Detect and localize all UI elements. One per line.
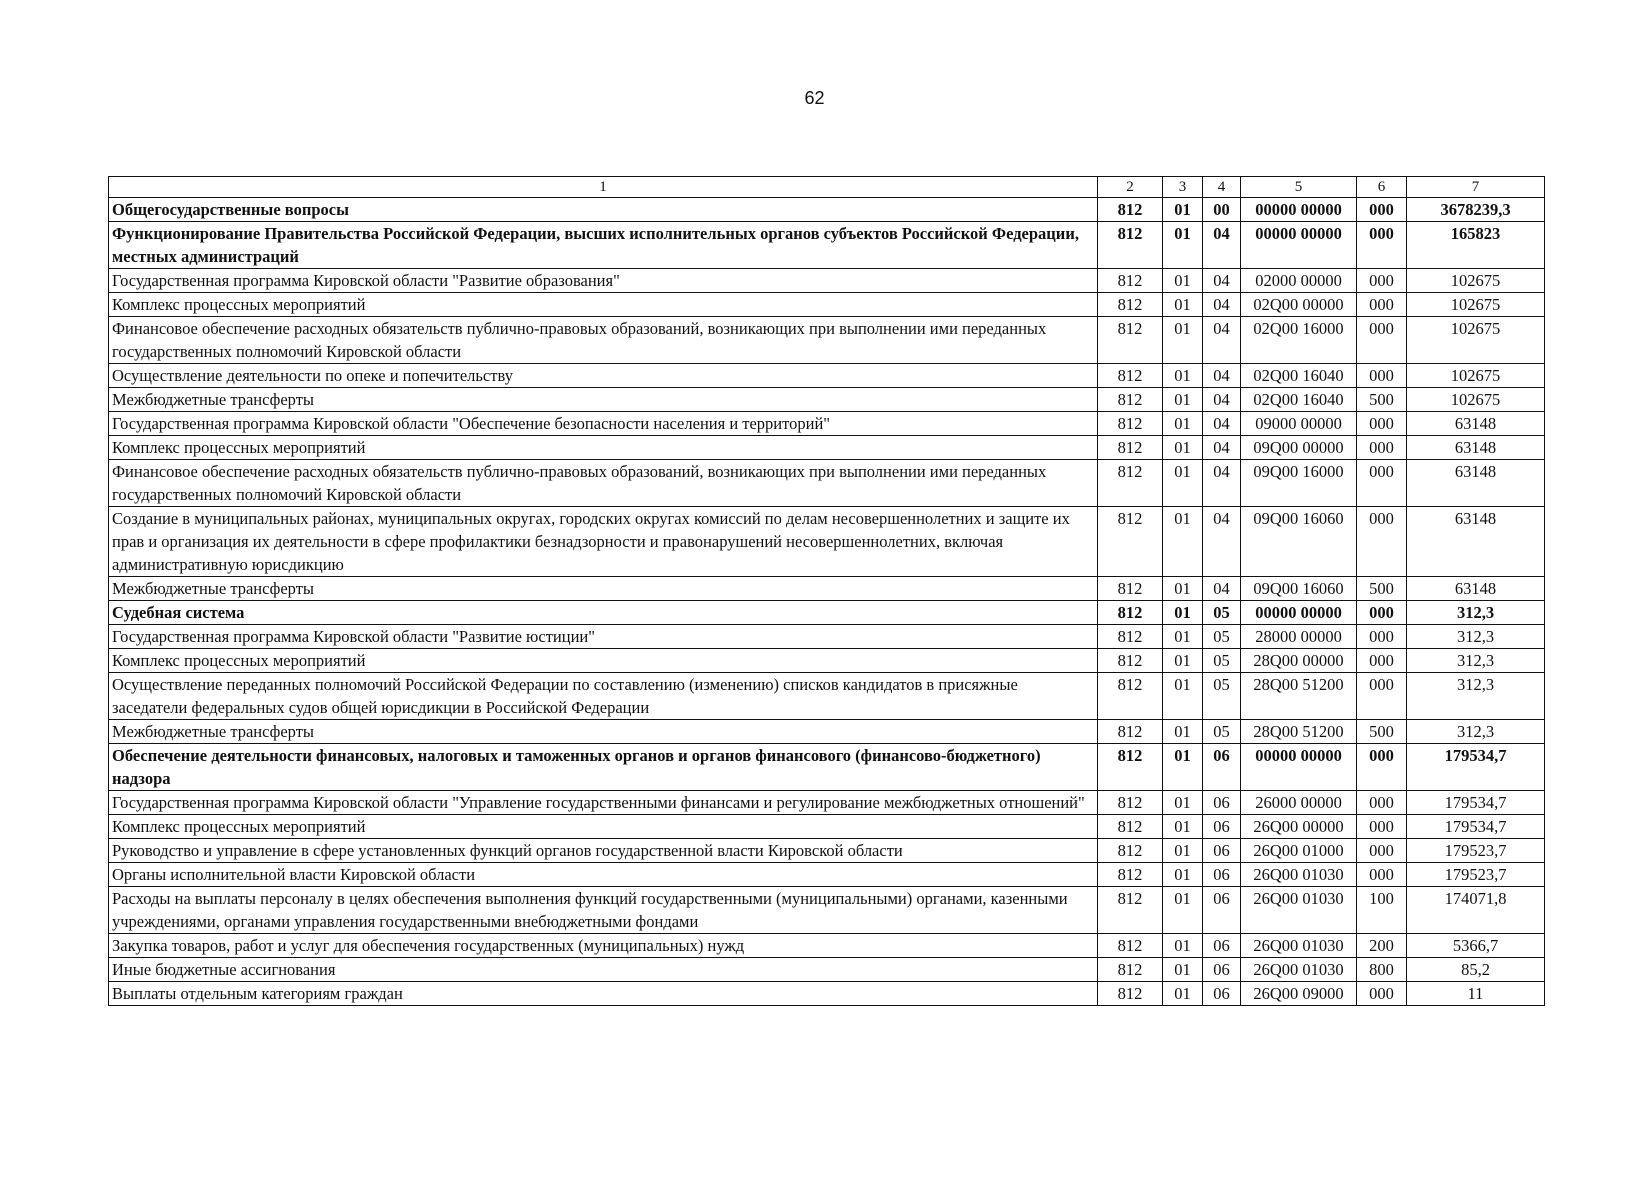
cell-target-article: 02Q00 16040 bbox=[1241, 388, 1357, 412]
cell-target-article: 02Q00 16040 bbox=[1241, 364, 1357, 388]
cell-target-article: 26Q00 01030 bbox=[1241, 934, 1357, 958]
cell-ministry: 812 bbox=[1098, 673, 1163, 720]
cell-name: Закупка товаров, работ и услуг для обеспечения государственных (муниципальных) нужд bbox=[109, 934, 1098, 958]
cell-target-article: 28Q00 51200 bbox=[1241, 720, 1357, 744]
cell-target-article: 02000 00000 bbox=[1241, 269, 1357, 293]
cell-name: Финансовое обеспечение расходных обязательств публично-правовых образований, возникающих при выполнении ими переданных государственных полномочий Кировской области bbox=[109, 460, 1098, 507]
cell-subsection: 04 bbox=[1203, 293, 1241, 317]
cell-name: Комплекс процессных мероприятий bbox=[109, 293, 1098, 317]
cell-section: 01 bbox=[1163, 317, 1203, 364]
cell-expense-type: 200 bbox=[1357, 934, 1407, 958]
column-header-target-article: 5 bbox=[1241, 177, 1357, 198]
cell-subsection: 06 bbox=[1203, 744, 1241, 791]
cell-ministry: 812 bbox=[1098, 388, 1163, 412]
cell-amount: 312,3 bbox=[1407, 649, 1545, 673]
cell-name: Государственная программа Кировской области "Развитие образования" bbox=[109, 269, 1098, 293]
cell-subsection: 00 bbox=[1203, 198, 1241, 222]
cell-name: Выплаты отдельным категориям граждан bbox=[109, 982, 1098, 1006]
cell-section: 01 bbox=[1163, 982, 1203, 1006]
cell-amount: 312,3 bbox=[1407, 625, 1545, 649]
cell-section: 01 bbox=[1163, 601, 1203, 625]
column-header-ministry: 2 bbox=[1098, 177, 1163, 198]
cell-amount: 179534,7 bbox=[1407, 791, 1545, 815]
table-row bbox=[109, 934, 1545, 958]
cell-name: Государственная программа Кировской области "Развитие юстиции" bbox=[109, 625, 1098, 649]
cell-ministry: 812 bbox=[1098, 982, 1163, 1006]
cell-subsection: 04 bbox=[1203, 269, 1241, 293]
cell-ministry: 812 bbox=[1098, 863, 1163, 887]
table-row bbox=[109, 815, 1545, 839]
cell-expense-type: 000 bbox=[1357, 293, 1407, 317]
cell-expense-type: 800 bbox=[1357, 958, 1407, 982]
cell-section: 01 bbox=[1163, 412, 1203, 436]
cell-section: 01 bbox=[1163, 720, 1203, 744]
cell-ministry: 812 bbox=[1098, 601, 1163, 625]
cell-target-article: 28000 00000 bbox=[1241, 625, 1357, 649]
table-row bbox=[109, 364, 1545, 388]
cell-amount: 11 bbox=[1407, 982, 1545, 1006]
cell-name: Финансовое обеспечение расходных обязательств публично-правовых образований, возникающих при выполнении ими переданных государственных полномочий Кировской области bbox=[109, 317, 1098, 364]
cell-name: Функционирование Правительства Российской Федерации, высших исполнительных органов субъектов Российской Федерации, местных администраций bbox=[109, 222, 1098, 269]
table-row bbox=[109, 436, 1545, 460]
cell-expense-type: 000 bbox=[1357, 982, 1407, 1006]
cell-ministry: 812 bbox=[1098, 625, 1163, 649]
cell-amount: 5366,7 bbox=[1407, 934, 1545, 958]
cell-section: 01 bbox=[1163, 673, 1203, 720]
cell-section: 01 bbox=[1163, 460, 1203, 507]
cell-amount: 63148 bbox=[1407, 507, 1545, 577]
table-row bbox=[109, 388, 1545, 412]
cell-target-article: 09000 00000 bbox=[1241, 412, 1357, 436]
cell-subsection: 06 bbox=[1203, 887, 1241, 934]
cell-amount: 63148 bbox=[1407, 412, 1545, 436]
cell-expense-type: 000 bbox=[1357, 649, 1407, 673]
cell-subsection: 06 bbox=[1203, 791, 1241, 815]
cell-section: 01 bbox=[1163, 934, 1203, 958]
cell-section: 01 bbox=[1163, 222, 1203, 269]
cell-name: Органы исполнительной власти Кировской области bbox=[109, 863, 1098, 887]
cell-subsection: 06 bbox=[1203, 863, 1241, 887]
cell-amount: 312,3 bbox=[1407, 601, 1545, 625]
cell-name: Межбюджетные трансферты bbox=[109, 577, 1098, 601]
cell-target-article: 26Q00 01030 bbox=[1241, 863, 1357, 887]
cell-name: Осуществление деятельности по опеке и попечительству bbox=[109, 364, 1098, 388]
cell-expense-type: 000 bbox=[1357, 460, 1407, 507]
cell-expense-type: 000 bbox=[1357, 507, 1407, 577]
cell-subsection: 04 bbox=[1203, 364, 1241, 388]
cell-ministry: 812 bbox=[1098, 412, 1163, 436]
cell-target-article: 02Q00 16000 bbox=[1241, 317, 1357, 364]
cell-name: Комплекс процессных мероприятий bbox=[109, 436, 1098, 460]
cell-target-article: 26Q00 09000 bbox=[1241, 982, 1357, 1006]
table-row bbox=[109, 507, 1545, 577]
table-row bbox=[109, 460, 1545, 507]
table-row bbox=[109, 269, 1545, 293]
column-header-name: 1 bbox=[109, 177, 1098, 198]
cell-amount: 165823 bbox=[1407, 222, 1545, 269]
cell-target-article: 02Q00 00000 bbox=[1241, 293, 1357, 317]
cell-amount: 85,2 bbox=[1407, 958, 1545, 982]
cell-amount: 312,3 bbox=[1407, 673, 1545, 720]
table-row bbox=[109, 222, 1545, 269]
table-row bbox=[109, 958, 1545, 982]
table-row bbox=[109, 601, 1545, 625]
cell-subsection: 04 bbox=[1203, 388, 1241, 412]
cell-ministry: 812 bbox=[1098, 791, 1163, 815]
cell-ministry: 812 bbox=[1098, 934, 1163, 958]
cell-subsection: 06 bbox=[1203, 958, 1241, 982]
cell-amount: 174071,8 bbox=[1407, 887, 1545, 934]
cell-target-article: 26Q00 01030 bbox=[1241, 887, 1357, 934]
cell-expense-type: 000 bbox=[1357, 673, 1407, 720]
cell-name: Осуществление переданных полномочий Российской Федерации по составлению (изменению) списков кандидатов в присяжные заседатели федеральных судов общей юрисдикции в Российской Федерации bbox=[109, 673, 1098, 720]
column-header-amount: 7 bbox=[1407, 177, 1545, 198]
cell-ministry: 812 bbox=[1098, 744, 1163, 791]
cell-expense-type: 000 bbox=[1357, 791, 1407, 815]
table-row bbox=[109, 791, 1545, 815]
cell-expense-type: 000 bbox=[1357, 269, 1407, 293]
cell-amount: 63148 bbox=[1407, 436, 1545, 460]
cell-amount: 312,3 bbox=[1407, 720, 1545, 744]
cell-expense-type: 000 bbox=[1357, 601, 1407, 625]
table-row bbox=[109, 887, 1545, 934]
table-row bbox=[109, 649, 1545, 673]
table-row bbox=[109, 625, 1545, 649]
budget-table bbox=[108, 176, 1545, 1006]
cell-subsection: 04 bbox=[1203, 222, 1241, 269]
cell-amount: 102675 bbox=[1407, 364, 1545, 388]
cell-target-article: 00000 00000 bbox=[1241, 198, 1357, 222]
cell-ministry: 812 bbox=[1098, 839, 1163, 863]
table-row bbox=[109, 293, 1545, 317]
cell-name: Государственная программа Кировской области "Управление государственными финансами и регулирование межбюджетных отношений" bbox=[109, 791, 1098, 815]
cell-amount: 63148 bbox=[1407, 577, 1545, 601]
cell-name: Межбюджетные трансферты bbox=[109, 388, 1098, 412]
cell-name: Расходы на выплаты персоналу в целях обеспечения выполнения функций государственными (муниципальными) органами, казенными учреждениями, органами управления государственными внебюджетными фондами bbox=[109, 887, 1098, 934]
cell-section: 01 bbox=[1163, 293, 1203, 317]
cell-expense-type: 000 bbox=[1357, 412, 1407, 436]
cell-name: Создание в муниципальных районах, муниципальных округах, городских округах комиссий по делам несовершеннолетних и защите их прав и организация их деятельности в сфере профилактики безнадзорности и правонарушений несовершеннолетних, включая административную юрисдикцию bbox=[109, 507, 1098, 577]
cell-subsection: 05 bbox=[1203, 649, 1241, 673]
cell-expense-type: 000 bbox=[1357, 839, 1407, 863]
cell-subsection: 06 bbox=[1203, 934, 1241, 958]
cell-section: 01 bbox=[1163, 887, 1203, 934]
cell-amount: 102675 bbox=[1407, 293, 1545, 317]
cell-expense-type: 100 bbox=[1357, 887, 1407, 934]
cell-section: 01 bbox=[1163, 364, 1203, 388]
table-row bbox=[109, 720, 1545, 744]
cell-expense-type: 000 bbox=[1357, 222, 1407, 269]
cell-subsection: 05 bbox=[1203, 625, 1241, 649]
cell-expense-type: 000 bbox=[1357, 815, 1407, 839]
cell-ministry: 812 bbox=[1098, 887, 1163, 934]
cell-name: Общегосударственные вопросы bbox=[109, 198, 1098, 222]
cell-ministry: 812 bbox=[1098, 293, 1163, 317]
cell-subsection: 05 bbox=[1203, 601, 1241, 625]
cell-amount: 179523,7 bbox=[1407, 863, 1545, 887]
table-row bbox=[109, 839, 1545, 863]
cell-section: 01 bbox=[1163, 198, 1203, 222]
cell-target-article: 26000 00000 bbox=[1241, 791, 1357, 815]
table-row bbox=[109, 317, 1545, 364]
cell-amount: 179534,7 bbox=[1407, 815, 1545, 839]
cell-ministry: 812 bbox=[1098, 649, 1163, 673]
cell-section: 01 bbox=[1163, 388, 1203, 412]
cell-target-article: 26Q00 00000 bbox=[1241, 815, 1357, 839]
table-row bbox=[109, 198, 1545, 222]
cell-target-article: 00000 00000 bbox=[1241, 222, 1357, 269]
cell-subsection: 06 bbox=[1203, 982, 1241, 1006]
cell-expense-type: 000 bbox=[1357, 863, 1407, 887]
cell-name: Комплекс процессных мероприятий bbox=[109, 815, 1098, 839]
cell-section: 01 bbox=[1163, 269, 1203, 293]
table-body bbox=[109, 198, 1545, 1006]
cell-section: 01 bbox=[1163, 436, 1203, 460]
cell-subsection: 04 bbox=[1203, 577, 1241, 601]
cell-target-article: 26Q00 01000 bbox=[1241, 839, 1357, 863]
cell-target-article: 09Q00 16060 bbox=[1241, 507, 1357, 577]
cell-target-article: 28Q00 00000 bbox=[1241, 649, 1357, 673]
cell-subsection: 04 bbox=[1203, 412, 1241, 436]
table-row bbox=[109, 412, 1545, 436]
table-header-row bbox=[109, 177, 1545, 198]
cell-subsection: 04 bbox=[1203, 460, 1241, 507]
cell-expense-type: 000 bbox=[1357, 364, 1407, 388]
cell-ministry: 812 bbox=[1098, 198, 1163, 222]
cell-name: Иные бюджетные ассигнования bbox=[109, 958, 1098, 982]
cell-amount: 102675 bbox=[1407, 269, 1545, 293]
cell-ministry: 812 bbox=[1098, 364, 1163, 388]
cell-expense-type: 000 bbox=[1357, 198, 1407, 222]
cell-subsection: 06 bbox=[1203, 839, 1241, 863]
cell-name: Межбюджетные трансферты bbox=[109, 720, 1098, 744]
cell-target-article: 00000 00000 bbox=[1241, 744, 1357, 791]
cell-amount: 102675 bbox=[1407, 388, 1545, 412]
cell-expense-type: 500 bbox=[1357, 577, 1407, 601]
cell-expense-type: 500 bbox=[1357, 388, 1407, 412]
cell-name: Комплекс процессных мероприятий bbox=[109, 649, 1098, 673]
cell-expense-type: 000 bbox=[1357, 744, 1407, 791]
cell-subsection: 04 bbox=[1203, 317, 1241, 364]
cell-ministry: 812 bbox=[1098, 958, 1163, 982]
cell-amount: 63148 bbox=[1407, 460, 1545, 507]
cell-expense-type: 000 bbox=[1357, 625, 1407, 649]
cell-amount: 179523,7 bbox=[1407, 839, 1545, 863]
table-row bbox=[109, 863, 1545, 887]
cell-expense-type: 000 bbox=[1357, 317, 1407, 364]
cell-section: 01 bbox=[1163, 507, 1203, 577]
cell-subsection: 04 bbox=[1203, 507, 1241, 577]
cell-subsection: 06 bbox=[1203, 815, 1241, 839]
cell-target-article: 28Q00 51200 bbox=[1241, 673, 1357, 720]
cell-ministry: 812 bbox=[1098, 720, 1163, 744]
cell-section: 01 bbox=[1163, 625, 1203, 649]
cell-name: Руководство и управление в сфере установленных функций органов государственной власти Кировской области bbox=[109, 839, 1098, 863]
table-row bbox=[109, 744, 1545, 791]
cell-ministry: 812 bbox=[1098, 269, 1163, 293]
cell-ministry: 812 bbox=[1098, 577, 1163, 601]
cell-target-article: 00000 00000 bbox=[1241, 601, 1357, 625]
page-number: 62 bbox=[804, 88, 825, 108]
cell-subsection: 04 bbox=[1203, 436, 1241, 460]
cell-ministry: 812 bbox=[1098, 222, 1163, 269]
cell-section: 01 bbox=[1163, 577, 1203, 601]
cell-target-article: 09Q00 16060 bbox=[1241, 577, 1357, 601]
table-row bbox=[109, 982, 1545, 1006]
cell-amount: 102675 bbox=[1407, 317, 1545, 364]
cell-section: 01 bbox=[1163, 863, 1203, 887]
cell-name: Государственная программа Кировской области "Обеспечение безопасности населения и территорий" bbox=[109, 412, 1098, 436]
cell-section: 01 bbox=[1163, 815, 1203, 839]
cell-ministry: 812 bbox=[1098, 460, 1163, 507]
cell-section: 01 bbox=[1163, 649, 1203, 673]
cell-section: 01 bbox=[1163, 839, 1203, 863]
cell-section: 01 bbox=[1163, 791, 1203, 815]
column-header-expense-type: 6 bbox=[1357, 177, 1407, 198]
cell-expense-type: 000 bbox=[1357, 436, 1407, 460]
cell-target-article: 09Q00 16000 bbox=[1241, 460, 1357, 507]
cell-name: Обеспечение деятельности финансовых, налоговых и таможенных органов и органов финансового (финансово-бюджетного) надзора bbox=[109, 744, 1098, 791]
cell-target-article: 26Q00 01030 bbox=[1241, 958, 1357, 982]
cell-expense-type: 500 bbox=[1357, 720, 1407, 744]
cell-amount: 179534,7 bbox=[1407, 744, 1545, 791]
cell-target-article: 09Q00 00000 bbox=[1241, 436, 1357, 460]
cell-ministry: 812 bbox=[1098, 436, 1163, 460]
cell-subsection: 05 bbox=[1203, 720, 1241, 744]
table-row bbox=[109, 673, 1545, 720]
cell-ministry: 812 bbox=[1098, 815, 1163, 839]
cell-section: 01 bbox=[1163, 958, 1203, 982]
column-header-section: 3 bbox=[1163, 177, 1203, 198]
cell-name: Судебная система bbox=[109, 601, 1098, 625]
cell-ministry: 812 bbox=[1098, 507, 1163, 577]
column-header-subsection: 4 bbox=[1203, 177, 1241, 198]
cell-amount: 3678239,3 bbox=[1407, 198, 1545, 222]
cell-subsection: 05 bbox=[1203, 673, 1241, 720]
cell-ministry: 812 bbox=[1098, 317, 1163, 364]
table-row bbox=[109, 577, 1545, 601]
cell-section: 01 bbox=[1163, 744, 1203, 791]
